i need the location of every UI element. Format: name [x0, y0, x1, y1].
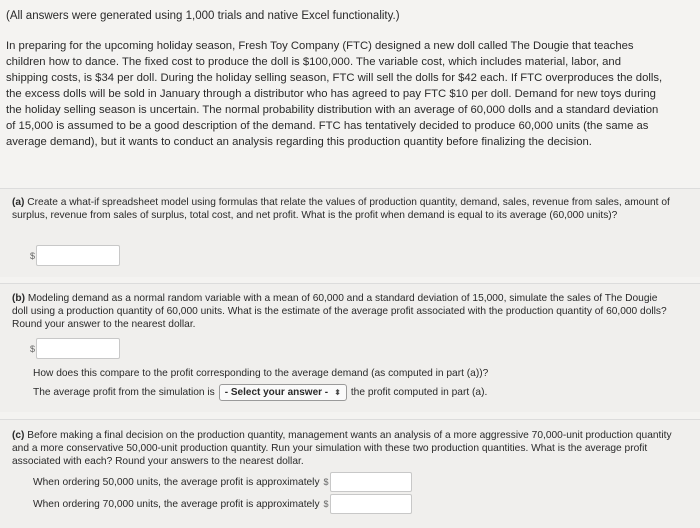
- part-b-compare-question: How does this compare to the profit corresponding to the average demand (as computed in part (a))?: [33, 368, 489, 379]
- trial-note: (All answers were generated using 1,000 trials and native Excel functionality.): [6, 10, 400, 22]
- profit-70000-input[interactable]: [330, 494, 412, 514]
- part-c-row-50000: [33, 472, 412, 492]
- part-c-dollar-sign-1: $: [323, 477, 329, 487]
- part-c-section: [0, 419, 700, 528]
- comparison-select-label: - Select your answer -: [224, 387, 329, 398]
- part-a-section: [0, 188, 700, 277]
- part-c-line-70000: When ordering 70,000 units, the average profit is approximately: [33, 498, 320, 510]
- part-a-label: (a): [12, 197, 25, 208]
- part-c-text: Before making a final decision on the production quantity, management wants an analysis of a more aggressive 70,000-unit production quantity and a more conservative 50,000-unit production quantity. Run your simulation with these two production quantities. What is the average profit associated with each? Round your answers to the nearest dollar.: [12, 430, 672, 467]
- part-c-line-50000: When ordering 50,000 units, the average profit is approximately: [33, 476, 320, 488]
- part-b-answer-row: [30, 338, 120, 359]
- part-a-answer-row: [30, 245, 120, 266]
- select-arrows-icon: ⬍: [334, 388, 341, 397]
- part-a-dollar-sign: $: [30, 250, 36, 261]
- part-b-profit-input[interactable]: [36, 338, 120, 359]
- problem-intro: In preparing for the upcoming holiday season, Fresh Toy Company (FTC) designed a new doll called The Dougie that teaches children how to dance. The fixed cost to produce the doll is $100,000. The variable cost, which includes material, labor, and shipping costs, is $34 per doll. During the holiday selling season, FTC will sell the dolls for $42 each. If FTC overproduces the dolls, the excess dolls will be sold in January through a distributor who has agreed to pay FTC $10 per doll. Demand for new toys during the holiday selling season is uncertain. The normal probability distribution with an average of 60,000 dolls and a standard deviation of 15,000 is assumed to be a good description of the demand. FTC has tentatively decided to produce 60,000 units (the same as average demand), but it wants to conduct an analysis regarding this production quantity before finalizing the decision.: [6, 40, 663, 148]
- part-c-question: [12, 430, 672, 468]
- part-a-profit-input[interactable]: [36, 245, 120, 266]
- part-b-question: [12, 293, 672, 331]
- part-a-question: [12, 197, 672, 223]
- part-b-label: (b): [12, 293, 26, 304]
- part-c-dollar-sign-2: $: [323, 499, 329, 509]
- comparison-select[interactable]: [219, 384, 347, 401]
- profit-50000-input[interactable]: [330, 472, 412, 492]
- part-b-compare-suffix: the profit computed in part (a).: [350, 387, 488, 398]
- part-b-compare-prefix: The average profit from the simulation is: [33, 387, 215, 398]
- part-b-dollar-sign: $: [30, 343, 36, 354]
- part-b-compare-row: [33, 384, 487, 401]
- part-c-label: (c): [12, 430, 25, 441]
- part-b-text: Modeling demand as a normal random variable with a mean of 60,000 and a standard deviation of 15,000, simulate the sales of The Dougie doll using a production quantity of 60,000 units. What is the estimate of the average profit associated with the production quantity of 60,000 dolls? Round your answer to the nearest dollar.: [12, 293, 667, 330]
- part-a-text: Create a what-if spreadsheet model using formulas that relate the values of production quantity, demand, sales, revenue from sales, amount of surplus, revenue from sales of surplus, total cost, and net profit. What is the profit when demand is equal to its average (60,000 units)?: [12, 197, 670, 221]
- part-b-section: [0, 283, 700, 412]
- part-c-row-70000: [33, 494, 412, 514]
